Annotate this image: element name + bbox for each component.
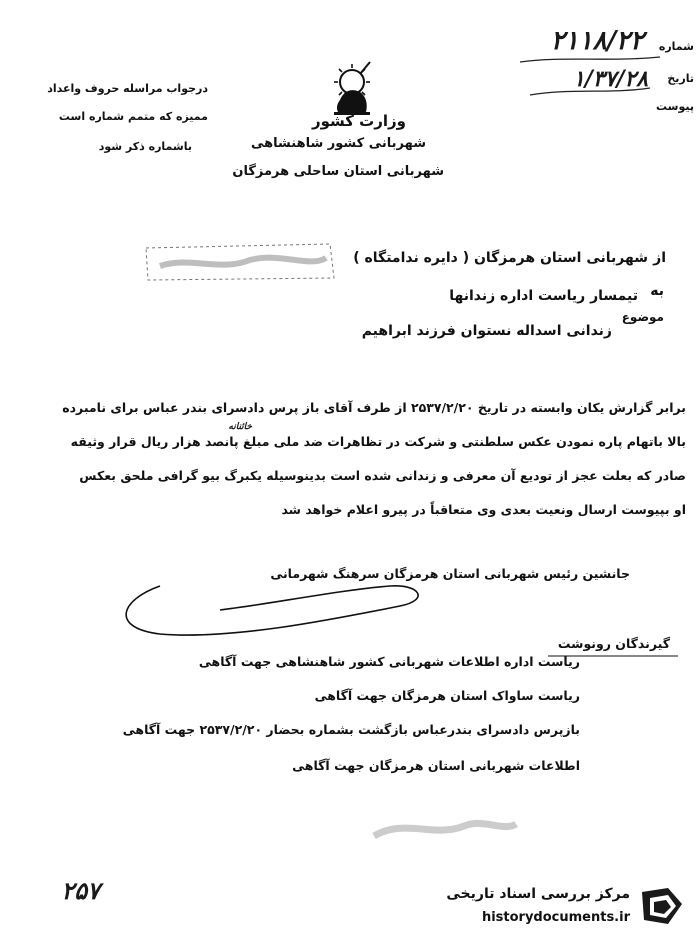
page-number: ۲۵۷ [61,876,100,905]
reply-note-line2: ممیزه که متمم شماره است [58,110,208,123]
date-value: ۱/۳۷/۲۸ [572,66,648,92]
signature-title: جانشین رئیس شهربانی استان هرمزگان سرهنگ شهرمانی [270,566,630,581]
stamp-smudge-icon [140,238,340,284]
police-heading: شهربانی کشور شاهنشاهی [251,136,426,151]
to-label: به [650,283,664,299]
lion-and-sun-emblem-icon [326,60,378,116]
number-value: ۲۱۱۸/۲۲ [550,26,644,56]
watermark-title: مرکز بررسی اسناد تاریخی [446,886,630,902]
subject-value: زندانی اسداله نستوان فرزند ابراهیم [361,323,612,339]
watermark-url: historydocuments.ir [481,910,630,925]
body-line-2: بالا باتهام پاره نمودن عکس سلطنتی و شرکت در تظاهرات ضد ملی مبلغ پانصد هزار ریال قرار وثیقه [70,434,686,449]
subject-label: موضوع [621,310,664,324]
from-label: از [653,250,666,266]
number-label: شماره [658,40,694,53]
ministry-heading: وزارت کشور [311,112,406,130]
body-line-4: او بپیوست ارسال ونعیت بعدی وی متعاقباً در پیرو اعلام خواهد شد [281,502,686,517]
to-value: تیمسار ریاست اداره زندانها [449,288,638,304]
attachment-label: پیوست [656,100,694,113]
copies-heading: گیرندگان رونوشت [557,636,670,651]
copy-item-2: ریاست ساواک استان هرمزگان جهت آگاهی [314,688,580,703]
body-line-1: برابر گزارش یکان وابسته در تاریخ ۲۵۳۷/۲/۲۰ از طرف آقای باز پرس دادسرای بندر عباس برای نامبرده [62,400,686,415]
reply-note-line1: درجواب مراسله حروف واعداد [47,82,208,95]
copy-item-1: ریاست اداره اطلاعات شهربانی کشور شاهنشاهی جهت آگاهی [198,654,580,669]
copy-item-3: بازپرس دادسرای بندرعباس بازگشت بشماره بحضار ۲۵۳۷/۲/۲۰ جهت آگاهی [122,722,580,737]
body-line-2-insert: خائنانه [228,422,252,432]
archive-logo-icon [638,884,686,928]
signature-scribble-icon [100,570,440,650]
copy-item-4: اطلاعات شهربانی استان هرمزگان جهت آگاهی [292,758,580,773]
body-line-3: صادر که بعلت عجز از تودیع آن معرفی و زندانی شده است بدینوسیله یکبرگ بیو گرافی ملحق بعکس [79,468,686,483]
bottom-stamp-smudge-icon [364,808,524,848]
province-heading: شهربانی استان ساحلی هرمزگان [232,164,444,179]
date-label: تاریخ [667,72,694,85]
from-value: شهربانی استان هرمزگان ( دایره ندامتگاه ) [353,250,648,266]
reply-note-line3: باشماره ذکر شود [98,140,192,153]
